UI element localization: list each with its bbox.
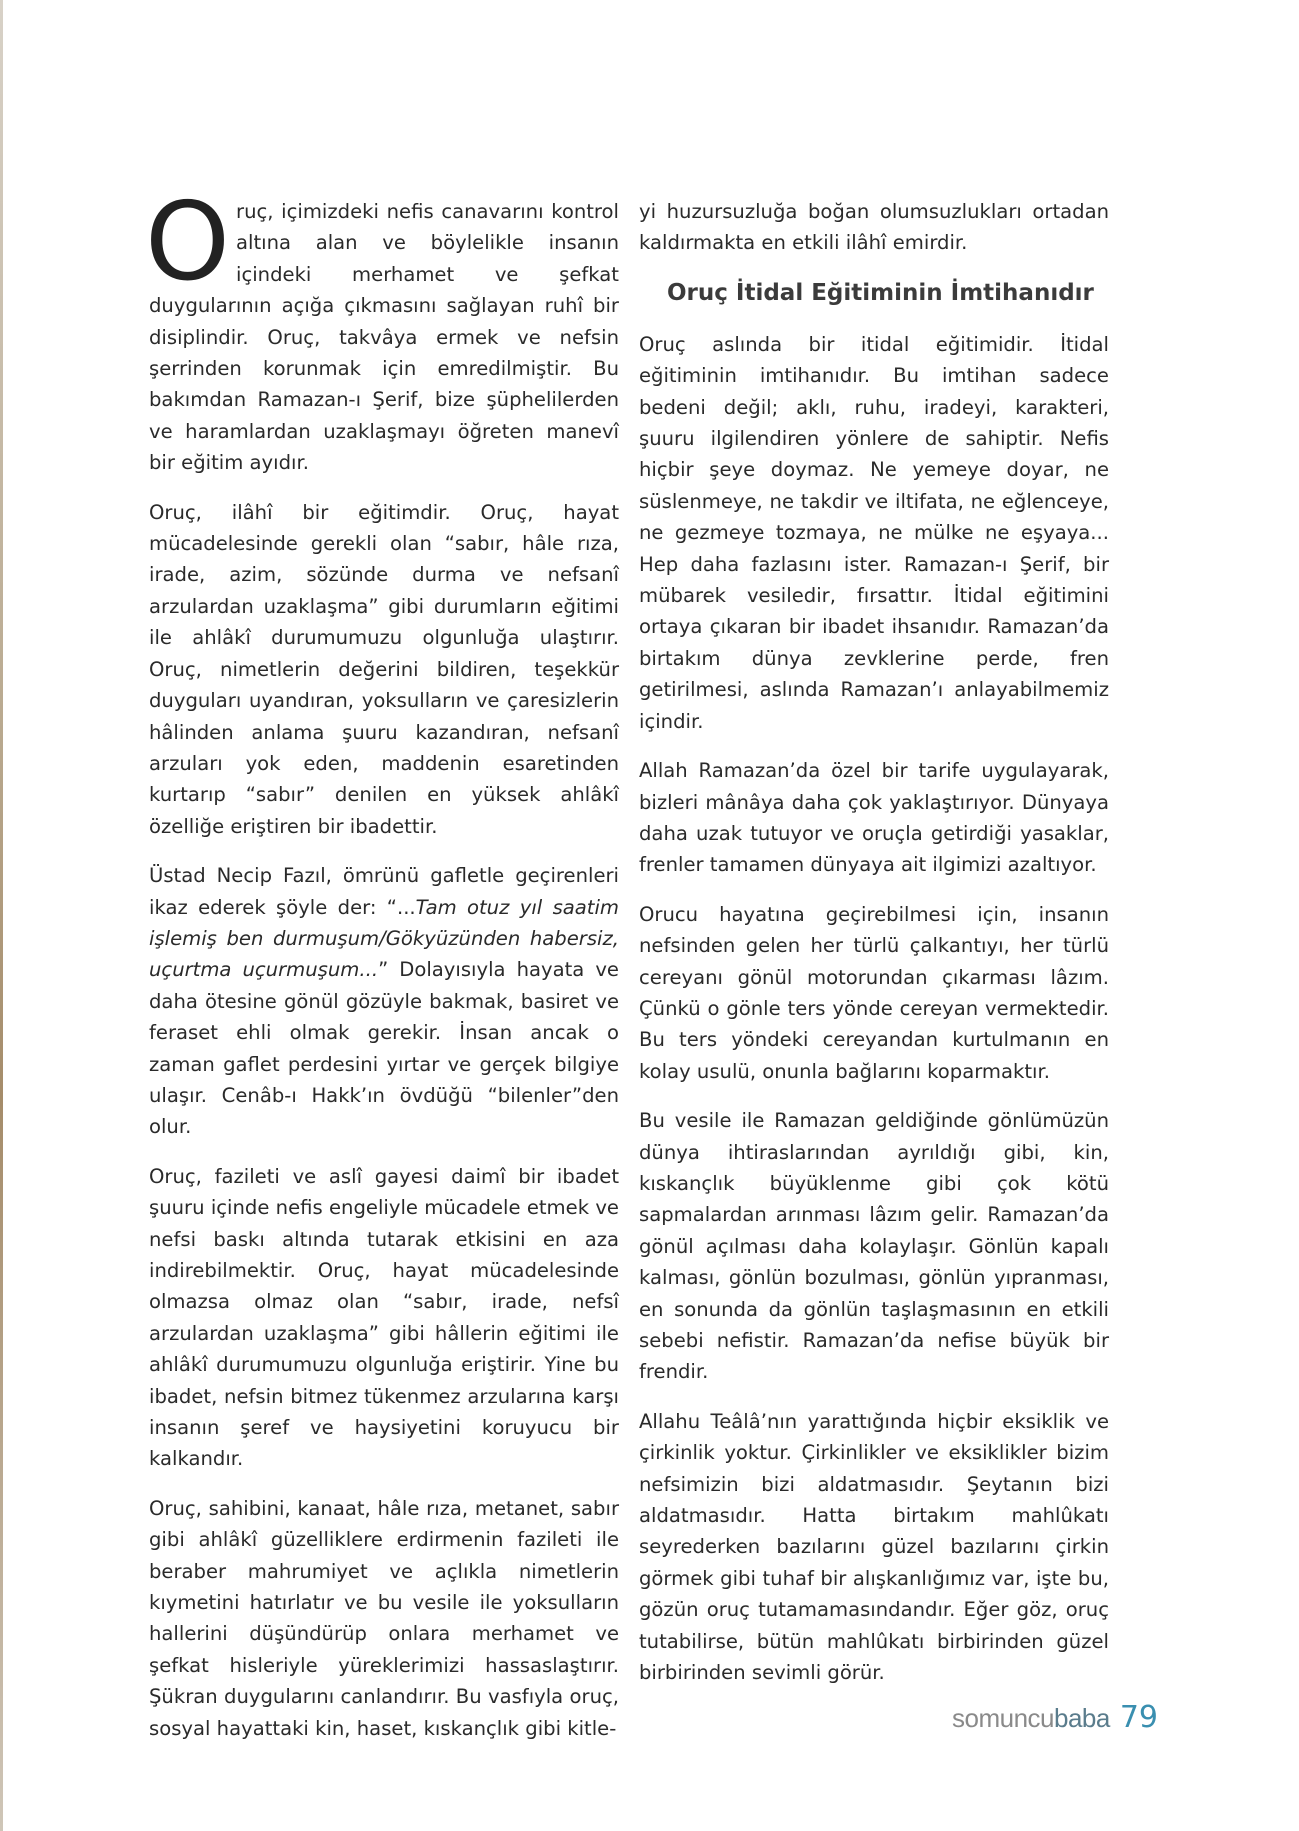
paragraph: Oruç, fazileti ve aslî gayesi daimî bir ibadet şuuru içinde nefis engeliyle mücadele etmek ve nefsi baskı altında tutarak etkisini en aza indirebilmektir. Oruç, hayat mücadelesinde olmazsa olmaz olan “sabır, irade, nefsî arzulardan uzaklaşma” gibi hâllerin eğitimi ile ahlâkî durumumuzu olgunluğa eriştirir. Yine bu ibadet, nefsin bitmez tükenmez arzularına karşı insanın şeref ve haysiyetini koruyucu bir kalkandır. — [149, 1164, 619, 1471]
paragraph-text: ruç, içimizdeki nefis canavarını kontrol altına alan ve böylelikle insanın içindeki merhamet ve şefkat duygularının açığa çıkmasını sağlayan ruhî bir disiplindir. Oruç, takvâya ermek ve nefsin şerrinden korunmak için emredilmiştir. Bu bakımdan Ramazan-ı Şerif, bize şüphelilerden ve haramlardan uzaklaşmayı öğreten manevî bir eğitim ayıdır. — [149, 200, 619, 475]
paragraph: Oruç, ilâhî bir eğitimdir. Oruç, hayat mücadelesinde gerekli olan “sabır, hâle rıza, irade, azim, sözünde durma ve nefsanî arzulardan uzaklaşma” gibi durumların eğitimi ile ahlâkî durumumuzu olgunluğa ulaştırır. Oruç, nimetlerin değerini bildiren, teşekkür duyguları uyandıran, yoksulların ve çaresizlerin hâlinden anlama şuuru kazandıran, nefsanî arzuları yok eden, maddenin esaretinden kurtarıp “sabır” denilen en yüksek ahlâkî özelliğe eriştiren bir ibadettir. — [149, 500, 619, 838]
paragraph — [149, 860, 619, 1143]
brand-part: baba — [1054, 1703, 1110, 1733]
page-edge-strip — [0, 0, 3, 1831]
paragraph-text: Üstad Necip Fazıl, ömrünü gafletle geçirenleri ikaz ederek şöyle der: “... — [149, 864, 619, 919]
paragraph: Bu vesile ile Ramazan geldiğinde gönlümüzün dünya ihtiraslarından ayrıldığı gibi, kin, kıskançlık büyüklenme gibi çok kötü sapmalardan arınması lâzım gelir. Ramazan’da gönül açılması daha kolaylaşır. Gönlün kapalı kalması, gönlün bozulması, gönlün yıpranması, en sonunda da gönlün taşlaşmasının en etkili sebebi nefistir. Ramazan’da nefise büyük bir frendir. — [639, 1109, 1109, 1384]
paragraph: Allahu Teâlâ’nın yarattığında hiçbir eksiklik ve çirkinlik yoktur. Çirkinlikler ve eksiklikler bizim nefsimizin bizi aldatmasıdır. Şeytanın bizi aldatmasıdır. Hatta birtakım mahlûkatı seyrederken bazılarını güzel bazılarını çirkin görmek gibi tuhaf bir alışkanlığımız var, işte bu, gözün oruç tutamamasındandır. Eğer göz, oruç tutabilirse, bütün mahlûkatı birbirinden güzel birbirinden sevimli görür. — [639, 1409, 1109, 1685]
paragraph: Oruç aslında bir itidal eğitimidir. İtidal eğitiminin imtihanıdır. Bu imtihan sadece bedeni değil; aklı, ruhu, iradeyi, karakteri, şuuru ilgilendiren yönlere de sahiptir. Nefis hiçbir şeye doymaz. Ne yemeye doyar, ne süslenmeye, ne takdir ve iltifata, ne eğlenceye, ne gezmeye tozmaya, ne mülke ne eşyaya... Hep daha fazlasını ister. Ramazan-ı Şerif, bir mübarek vesiledir, fırsattır. İtidal eğitimini ortaya çıkaran bir ibadet ihsanıdır. Ramazan’da birtakım dünya zevklerine perde, fren getirilmesi, aslında Ramazan’ı anlayabilmemiz içindir. — [639, 332, 1109, 733]
paragraph: yi huzursuzluğa boğan olumsuzlukları ortadan kaldırmakta en etkili ilâhî emirdir. — [639, 200, 1109, 255]
brand-part: somuncu — [952, 1703, 1054, 1733]
page-number: 79 — [1119, 1700, 1159, 1735]
page-footer — [952, 1700, 1158, 1735]
paragraph: Oruç, sahibini, kanaat, hâle rıza, metanet, sabır gibi ahlâkî güzelliklere erdirmenin fazileti ile beraber mahrumiyet ve açlıkla nimetlerin kıymetini hatırlatır ve bu vesile ile yoksulların hallerini düşündürüp onlara merhamet ve şefkat hisleriyle yüreklerimizi hassaslaştırır. Şükran duygularını canlandırır. Bu vasfıyla oruç, sosyal hayattaki kin, haset, kıskançlık gibi kitle- — [149, 1496, 619, 1740]
paragraph-text: ” Dolayısıyla hayata ve daha ötesine gönül gözüyle bakmak, basiret ve feraset ehli olmak gerekir. İnsan ancak o zaman gaflet perdesini yırtar ve gerçek bilgiye ulaşır. Cenâb-ı Hakk’ın övdüğü “bilenler”den olur. — [149, 958, 619, 1139]
left-column — [145, 180, 620, 1762]
paragraph — [145, 180, 619, 479]
section-heading: Oruç İtidal Eğitiminin İmtihanıdır — [667, 279, 1094, 306]
magazine-brand — [952, 1703, 1110, 1734]
paragraph: Orucu hayatına geçirebilmesi için, insanın nefsinden gelen her türlü çalkantıyı, her türlü cereyanı gönül motorundan çıkarması lâzım. Çünkü o gönle ters yönde cereyan vermektedir. Bu ters yöndeki cereyandan kurtulmanın en kolay usulü, onunla bağlarını koparmaktır. — [639, 902, 1109, 1083]
paragraph: Allah Ramazan’da özel bir tarife uygulayarak, bizleri mânâya daha çok yaklaştırıyor. Dünyaya daha uzak tutuyor ve oruçla getirdiği yasaklar, frenler tamamen dünyaya ait ilgimizi azaltıyor. — [639, 759, 1109, 877]
right-column — [639, 196, 1109, 1706]
poem-quote: Tam otuz yıl saatim işlemiş ben durmuşum/Gökyüzünden habersiz, uçurtma uçurmuşum... — [149, 895, 620, 982]
drop-cap: O — [145, 180, 231, 305]
